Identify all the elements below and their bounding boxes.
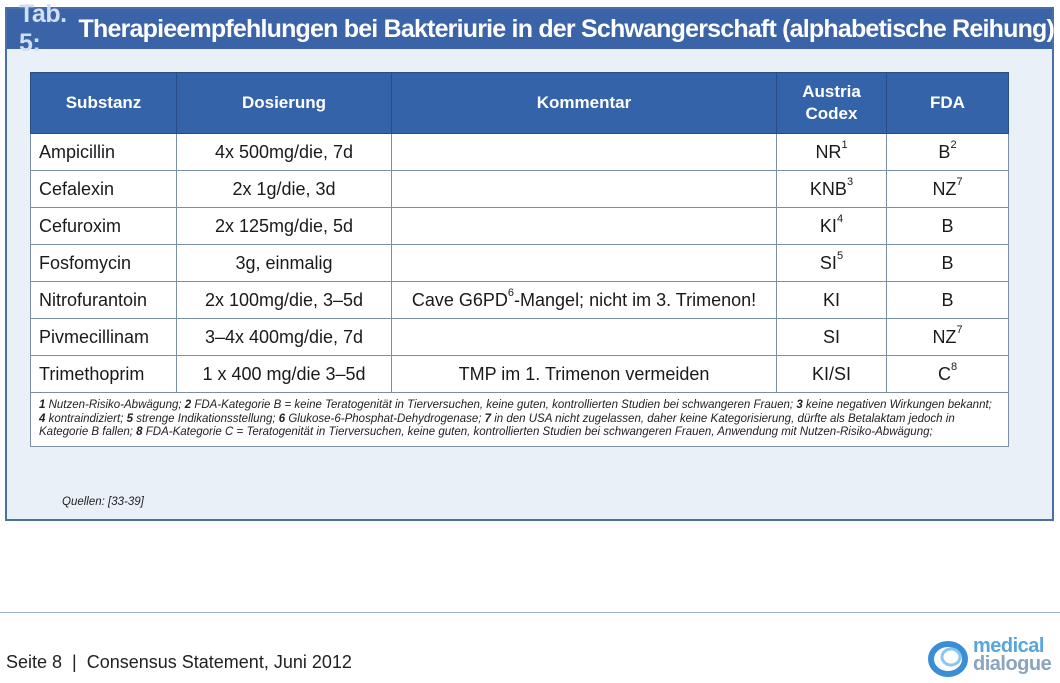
cell-substanz-text: Cefalexin (39, 178, 115, 199)
footnote-number: 1 (39, 399, 46, 411)
cell-fda-footnote-ref: 7 (956, 175, 963, 188)
cell-kommentar (392, 245, 777, 282)
cell-kommentar (392, 171, 777, 208)
header-austria-line2: Codex (805, 104, 858, 123)
cell-austria-codex-footnote-ref: 1 (841, 138, 848, 151)
cell-fda (887, 356, 1009, 393)
footnote-number: 3 (796, 399, 803, 411)
cell-fda-footnote-ref: 2 (950, 138, 957, 151)
cell-austria-codex-text: SI (822, 326, 840, 347)
header-austria-line1: Austria (802, 82, 861, 101)
footnote-text: keine negativen Wirkungen bekannt; (802, 399, 992, 411)
therapy-table (30, 72, 1009, 447)
cell-dosierung (177, 134, 392, 171)
cell-dosierung (177, 282, 392, 319)
cell-austria-codex (777, 282, 887, 319)
header-fda: FDA (887, 73, 1009, 134)
cell-austria-codex-footnote-ref: 5 (836, 249, 844, 262)
footnote-text: FDA-Kategorie B = keine Teratogenität in Tierversuchen, keine guten, kontrollierten Studien bei schwangeren Frauen; (191, 399, 797, 411)
cell-austria-codex-text: NR (815, 141, 842, 162)
cell-austria-codex-text: KNB (809, 178, 847, 199)
cell-dosierung (177, 208, 392, 245)
cell-kommentar-footnote-ref: 6 (507, 286, 515, 299)
table-row (31, 282, 1009, 319)
cell-fda-text: NZ (932, 178, 957, 199)
sources: Quellen: [33-39] (62, 496, 144, 508)
header-row (31, 73, 1009, 134)
cell-austria-codex-footnote-ref: 4 (836, 212, 844, 225)
cell-austria-codex-footnote-ref: 3 (846, 175, 854, 188)
footnote-text: strenge Indikationsstellung; (133, 412, 279, 425)
footnote-number: 8 (136, 426, 143, 438)
table-row (31, 245, 1009, 282)
cell-substanz-text: Trimethoprim (39, 363, 145, 384)
cell-fda-text: B (941, 289, 954, 310)
cell-substanz (31, 356, 177, 393)
cell-fda (887, 282, 1009, 319)
cell-fda-text: C (937, 363, 951, 384)
logo-line1: medical (973, 635, 1044, 657)
footnote-text: Nutzen-Risiko-Abwägung; (45, 399, 185, 411)
cell-substanz (31, 171, 177, 208)
cell-substanz-text: Ampicillin (39, 141, 116, 162)
cell-dosierung-text: 2x 125mg/die, 5d (214, 215, 354, 236)
cell-dosierung (177, 171, 392, 208)
header-dosierung: Dosierung (177, 73, 392, 134)
cell-substanz (31, 282, 177, 319)
cell-austria-codex-text: KI (822, 289, 840, 310)
footnote-number: 5 (126, 412, 133, 425)
cell-austria-codex (777, 208, 887, 245)
cell-substanz (31, 134, 177, 171)
cell-substanz (31, 245, 177, 282)
cell-substanz (31, 208, 177, 245)
cell-austria-codex-text: KI (819, 215, 837, 236)
cell-kommentar (392, 208, 777, 245)
footnote-text: FDA-Kategorie C = Teratogenität in Tierversuchen, keine guten, kontrollierten Studien bei schwangeren Frauen, Anwendung mit Nutzen-Risiko-Abwägung; (142, 426, 933, 438)
cell-dosierung (177, 245, 392, 282)
cell-austria-codex (777, 134, 887, 171)
cell-dosierung-text: 3g, einmalig (235, 252, 333, 273)
header-kommentar: Kommentar (392, 73, 777, 134)
cell-substanz-text: Pivmecillinam (39, 326, 150, 347)
footnote-number: 7 (484, 412, 492, 425)
cell-austria-codex-text: KI/SI (811, 363, 851, 384)
cell-fda (887, 208, 1009, 245)
table-row (31, 356, 1009, 393)
footnote-number: 2 (184, 399, 192, 411)
logo-text (973, 637, 1051, 673)
cell-fda-text: B (941, 215, 954, 236)
footnote-number: 6 (278, 412, 286, 425)
footnote-text: Glukose-6-Phosphat-Dehydrogenase; (285, 412, 485, 425)
cell-substanz-text: Nitrofurantoin (39, 289, 148, 310)
cell-dosierung-text: 1 x 400 mg/die 3–5d (202, 363, 366, 384)
footnote-row (31, 393, 1009, 447)
cell-austria-codex (777, 245, 887, 282)
footer-divider (0, 612, 1060, 613)
cell-kommentar (392, 319, 777, 356)
cell-dosierung-text: 4x 500mg/die, 7d (214, 141, 354, 162)
table-row (31, 208, 1009, 245)
cell-fda (887, 134, 1009, 171)
footnote-text: kontraindiziert; (45, 412, 127, 425)
cell-dosierung (177, 319, 392, 356)
header-substanz: Substanz (31, 73, 177, 134)
table-row (31, 171, 1009, 208)
table-title: Therapieempfehlungen bei Bakteriurie in der Schwangerschaft (alphabetische Reihung) (78, 14, 1055, 43)
cell-kommentar-text: TMP im 1. Trimenon vermeiden (458, 363, 710, 384)
cell-substanz-text: Cefuroxim (39, 215, 122, 236)
cell-austria-codex (777, 356, 887, 393)
cell-kommentar-text: -Mangel; nicht im 3. Trimenon! (514, 289, 757, 310)
cell-kommentar (392, 134, 777, 171)
cell-fda-footnote-ref: 8 (950, 360, 958, 373)
cell-kommentar (392, 356, 777, 393)
footer-text: Seite 8 | Consensus Statement, Juni 2012 (6, 652, 352, 672)
table-row (31, 134, 1009, 171)
table-row (31, 319, 1009, 356)
cell-austria-codex (777, 171, 887, 208)
cell-fda (887, 245, 1009, 282)
cell-substanz (31, 319, 177, 356)
cell-dosierung (177, 356, 392, 393)
cell-fda-footnote-ref: 7 (956, 323, 963, 336)
logo-line2: dialogue (973, 653, 1052, 675)
cell-fda-text: NZ (932, 326, 957, 347)
logo-swirl-icon (928, 636, 974, 678)
cell-dosierung-text: 2x 1g/die, 3d (232, 178, 336, 199)
header-austria-codex (777, 73, 887, 134)
cell-dosierung-text: 3–4x 400mg/die, 7d (204, 326, 364, 347)
cell-dosierung-text: 2x 100mg/die, 3–5d (204, 289, 364, 310)
cell-kommentar (392, 282, 777, 319)
cell-fda-text: B (938, 141, 951, 162)
footnotes (31, 393, 1009, 447)
cell-kommentar-text: Cave G6PD (411, 289, 508, 310)
cell-fda (887, 171, 1009, 208)
footnote-number: 4 (39, 412, 46, 425)
cell-austria-codex-text: SI (819, 252, 837, 273)
cell-fda-text: B (941, 252, 954, 273)
footnote-text: in den USA nicht zugelassen, daher keine Kategorisierung, dürfte als Betalaktam jedoch in Kategorie B fallen; (39, 412, 955, 438)
cell-fda (887, 319, 1009, 356)
title-bar (7, 0, 1055, 57)
cell-substanz-text: Fosfomycin (39, 252, 132, 273)
medical-dialogue-logo (928, 636, 1056, 678)
cell-austria-codex (777, 319, 887, 356)
table-number: Tab. 5: (19, 0, 67, 57)
